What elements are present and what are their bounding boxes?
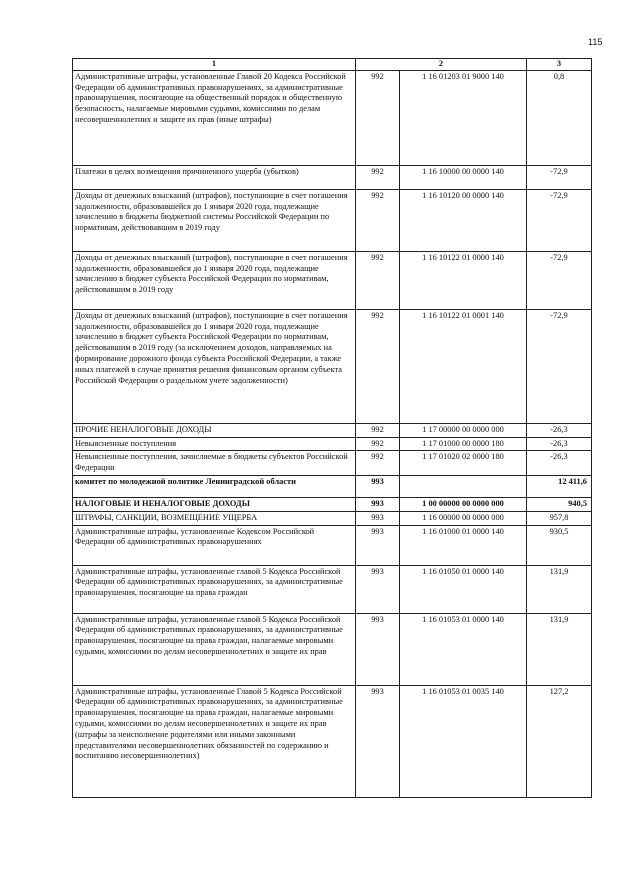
row-name: Административные штрафы, установленные главой 5 Кодекса Российской Федерации об административных правонарушениях, за административные правонарушения, посягающие на права граждан, налагаемые мировыми судьями, комиссиями по делам несовершеннолетних и защите их прав <box>73 613 356 685</box>
table-row <box>73 251 592 309</box>
table-row <box>73 451 592 476</box>
row-sum: 131,9 <box>527 613 592 685</box>
row-sum: -72,9 <box>527 165 592 189</box>
row-budget-code: 1 16 10122 01 0000 140 <box>400 251 527 309</box>
table-header-row <box>73 59 592 71</box>
row-name: ПРОЧИЕ НЕНАЛОГОВЫЕ ДОХОДЫ <box>73 423 356 437</box>
row-admin-code: 993 <box>356 613 400 685</box>
row-budget-code: 1 16 01053 01 0000 140 <box>400 613 527 685</box>
page-number: 115 <box>588 37 603 47</box>
table-row <box>73 423 592 437</box>
row-name: Невыясненные поступления, зачисляемые в бюджеты субъектов Российской Федерации <box>73 451 356 476</box>
row-admin-code: 993 <box>356 685 400 797</box>
table-row <box>73 437 592 451</box>
table-row <box>73 165 592 189</box>
row-sum: 12 411,6 <box>527 475 592 497</box>
table-row <box>73 497 592 511</box>
row-name: Административные штрафы, установленные Кодексом Российской Федерации об административных правонарушениях <box>73 525 356 565</box>
row-name: ШТРАФЫ, САНКЦИИ, ВОЗМЕЩЕНИЕ УЩЕРБА <box>73 511 356 525</box>
row-name: Доходы от денежных взысканий (штрафов), поступающие в счет погашения задолженности, образовавшейся до 1 января 2020 года, подлежащие зачислению в бюджеты бюджетной системы Российской Федерации по нормативам, действовавшим в 2019 году <box>73 189 356 251</box>
row-name: комитет по молодежной политике Ленинградской области <box>73 475 356 497</box>
row-name: НАЛОГОВЫЕ И НЕНАЛОГОВЫЕ ДОХОДЫ <box>73 497 356 511</box>
row-sum: -26,3 <box>527 423 592 437</box>
row-sum: -72,9 <box>527 189 592 251</box>
row-name: Невыясненные поступления <box>73 437 356 451</box>
row-budget-code: 1 00 00000 00 0000 000 <box>400 497 527 511</box>
row-budget-code: 1 16 01053 01 0035 140 <box>400 685 527 797</box>
row-sum: 940,5 <box>527 497 592 511</box>
row-sum: 957,8 <box>527 511 592 525</box>
revenue-table <box>72 58 592 798</box>
row-admin-code: 993 <box>356 565 400 613</box>
row-budget-code <box>400 475 527 497</box>
row-budget-code: 1 16 10120 00 0000 140 <box>400 189 527 251</box>
row-budget-code: 1 16 10122 01 0001 140 <box>400 309 527 423</box>
row-sum: -26,3 <box>527 451 592 476</box>
row-name: Административные штрафы, установленные главой 5 Кодекса Российской Федерации об административных правонарушениях, за административные правонарушения, посягающие на права граждан <box>73 565 356 613</box>
row-sum: 930,5 <box>527 525 592 565</box>
header-col-2: 2 <box>356 59 527 71</box>
row-sum: -26,3 <box>527 437 592 451</box>
row-admin-code: 993 <box>356 525 400 565</box>
row-name: Доходы от денежных взысканий (штрафов), поступающие в счет погашения задолженности, образовавшейся до 1 января 2020 года, подлежащие зачислению в бюджет субъекта Российской Федерации по нормативам, действовавшим в 2019 году <box>73 251 356 309</box>
row-admin-code: 993 <box>356 497 400 511</box>
row-sum: -72,9 <box>527 251 592 309</box>
table-row <box>73 525 592 565</box>
row-name: Административные штрафы, установленные Главой 20 Кодекса Российской Федерации об административных правонарушениях, за административные правонарушения, посягающие на общественный порядок и общественную безопасность, налагаемые мировыми судьями, комиссиями по делам несовершеннолетних и защите их прав (иные штрафы) <box>73 70 356 165</box>
row-budget-code: 1 16 00000 00 0000 000 <box>400 511 527 525</box>
row-admin-code: 992 <box>356 309 400 423</box>
header-col-3: 3 <box>527 59 592 71</box>
row-budget-code: 1 16 10000 00 0000 140 <box>400 165 527 189</box>
table-row <box>73 511 592 525</box>
table-row <box>73 189 592 251</box>
row-budget-code: 1 17 01000 00 0000 180 <box>400 437 527 451</box>
row-budget-code: 1 16 01203 01 9000 140 <box>400 70 527 165</box>
row-sum: 131,9 <box>527 565 592 613</box>
row-name: Платежи в целях возмещения причиненного ущерба (убытков) <box>73 165 356 189</box>
row-name: Административные штрафы, установленные Главой 5 Кодекса Российской Федерации об административных правонарушениях, за административные правонарушения, посягающие на права граждан, налагаемые мировыми судьями, комиссиями по делам несовершеннолетних и защите их прав (штрафы за неисполнение родителями или иными законными представителями несовершеннолетних обязанностей по содержанию и воспитанию несовершеннолетних) <box>73 685 356 797</box>
row-admin-code: 993 <box>356 475 400 497</box>
row-admin-code: 992 <box>356 451 400 476</box>
row-admin-code: 992 <box>356 70 400 165</box>
row-admin-code: 992 <box>356 165 400 189</box>
row-budget-code: 1 16 01000 01 0000 140 <box>400 525 527 565</box>
table-row <box>73 613 592 685</box>
row-sum: 0,8 <box>527 70 592 165</box>
header-col-1: 1 <box>73 59 356 71</box>
table-row <box>73 475 592 497</box>
row-admin-code: 992 <box>356 437 400 451</box>
row-name: Доходы от денежных взысканий (штрафов), поступающие в счет погашения задолженности, образовавшейся до 1 января 2020 года, подлежащие зачислению в бюджет субъекта Российской Федерации по нормативам, действовавшим в 2019 году (за исключением доходов, направляемых на формирование дорожного фонда субъекта Российской Федерации, а также иных платежей в случае принятия решения финансовым органом субъекта Российской Федерации о раздельном учете задолженности) <box>73 309 356 423</box>
row-admin-code: 993 <box>356 511 400 525</box>
row-budget-code: 1 17 00000 00 0000 000 <box>400 423 527 437</box>
table-row <box>73 565 592 613</box>
table-row <box>73 70 592 165</box>
row-admin-code: 992 <box>356 251 400 309</box>
row-budget-code: 1 16 01050 01 0000 140 <box>400 565 527 613</box>
table-row <box>73 685 592 797</box>
row-budget-code: 1 17 01020 02 0000 180 <box>400 451 527 476</box>
table-row <box>73 309 592 423</box>
row-admin-code: 992 <box>356 423 400 437</box>
row-admin-code: 992 <box>356 189 400 251</box>
row-sum: 127,2 <box>527 685 592 797</box>
row-sum: -72,9 <box>527 309 592 423</box>
